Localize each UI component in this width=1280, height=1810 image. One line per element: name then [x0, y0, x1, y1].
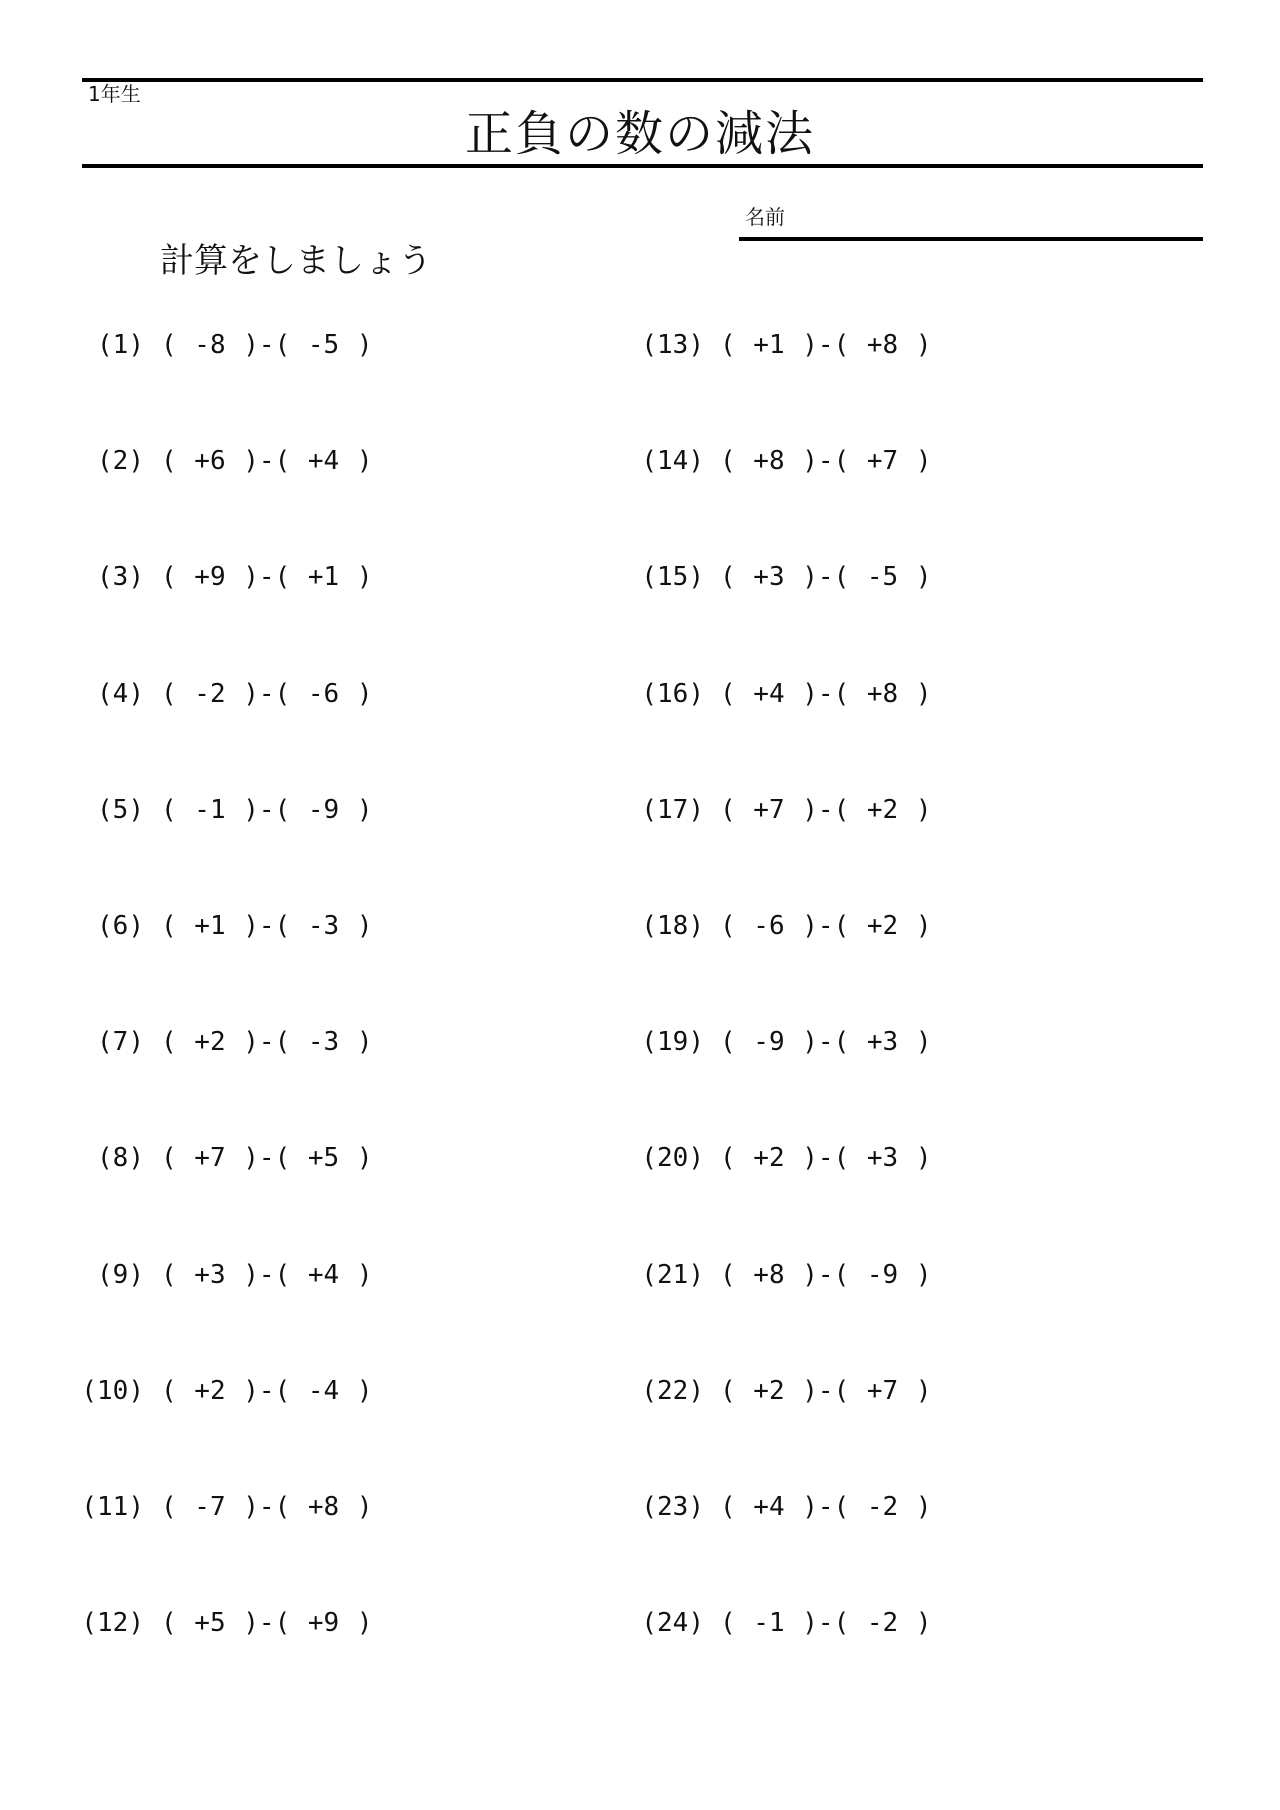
name-label: 名前	[745, 205, 785, 229]
problem-number: (24)	[641, 1608, 704, 1639]
problem-number: (2)	[97, 446, 144, 477]
problem-number: (22)	[641, 1375, 704, 1406]
problem-number: (3)	[97, 562, 144, 593]
problem-number: (11)	[81, 1492, 144, 1522]
problem-number: (19)	[641, 1027, 704, 1058]
instruction-text: 計算をしましょう	[160, 241, 432, 281]
grade-label: 1年生	[88, 82, 141, 106]
problem-number: (16)	[641, 678, 704, 709]
problem-number: (4)	[97, 678, 144, 709]
problem-number: (15)	[641, 562, 704, 593]
problem-number: (10)	[81, 1375, 144, 1406]
page-title: 正負の数の減法	[464, 106, 815, 162]
header-top-rule	[82, 78, 1203, 82]
problem-number: (20)	[641, 1143, 704, 1174]
name-field-line[interactable]	[739, 237, 1203, 241]
problem-number: (6)	[97, 911, 144, 941]
problem-number: (5)	[97, 794, 144, 825]
header-bottom-rule	[82, 164, 1203, 168]
problem-number: (18)	[641, 911, 704, 941]
problem-number: (13)	[641, 330, 704, 360]
problem-number: (17)	[641, 794, 704, 825]
problem-number: (1)	[97, 330, 144, 360]
problem-number: (12)	[81, 1608, 144, 1639]
problem-number: (7)	[97, 1027, 144, 1058]
problem-number: (23)	[641, 1492, 704, 1522]
problem-number: (8)	[97, 1143, 144, 1174]
problem-number: (21)	[641, 1259, 704, 1290]
problem-number: (14)	[641, 446, 704, 477]
problem-number: (9)	[97, 1259, 144, 1290]
